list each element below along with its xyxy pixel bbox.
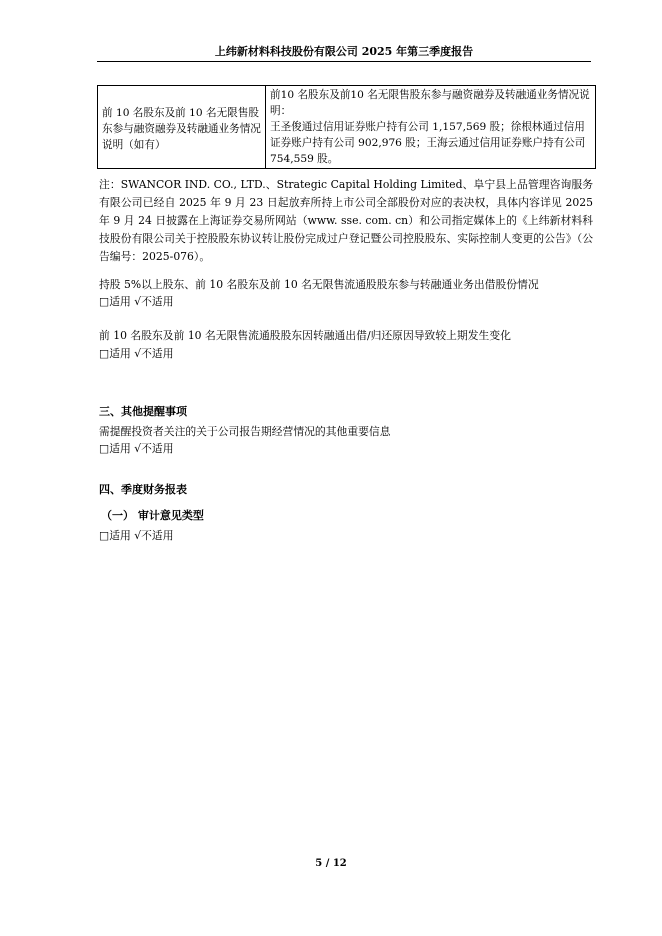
- lending-title: 持股 5%以上股东、前 10 名股东及前 10 名无限售流通股股东参与转融通业务出借股份情况: [99, 278, 539, 291]
- section-4-subheading: （一） 审计意见类型: [101, 509, 204, 522]
- page-number: 5 / 12: [315, 858, 347, 869]
- change-status: □适用 √不适用: [99, 347, 174, 360]
- content-intro: 前10 名股东及前10 名无限售股东参与融资融券及转融通业务情况说明：: [270, 89, 590, 117]
- section-3-heading: 三、其他提醒事项: [99, 405, 187, 418]
- section-4-heading: 四、季度财务报表: [99, 483, 187, 496]
- report-header: 上纬新材料科技股份有限公司 2025 年第三季度报告: [214, 45, 474, 58]
- table-content-cell: [266, 86, 596, 169]
- section-4-status: □适用 √不适用: [99, 529, 174, 542]
- shareholder-margin-table: [97, 85, 596, 169]
- change-title: 前 10 名股东及前 10 名无限售流通股股东因转融通出借/归还原因导致较上期发生变化: [99, 329, 511, 342]
- section-3-text: 需提醒投资者关注的关于公司报告期经营情况的其他重要信息: [99, 425, 391, 438]
- lending-status: □适用 √不适用: [99, 295, 174, 308]
- content-detail: 王圣俊通过信用证券账户持有公司 1,157,569 股；徐根林通过信用证券账户持有公司 902,976 股；王海云通过信用证券账户持有公司 754,559 股。: [270, 121, 586, 165]
- table-label-cell: 前 10 名股东及前 10 名无限售股东参与融资融券及转融通业务情况说明（如有）: [98, 86, 266, 169]
- header-divider: [97, 61, 591, 62]
- section-3-status: □适用 √不适用: [99, 442, 174, 455]
- table-note: 注：SWANCOR IND. CO., LTD.、Strategic Capital Holding Limited、阜宁县上品管理咨询服务有限公司已经自 2025 年 9 月 23 日起放弃所持上市公司全部股份对应的表决权，具体内容详见 2025 年 9 月 24 日披露在上海证券交易所网站（www. sse. com. cn）和公司指定媒体上的《上纬新材料科技股份有限公司关于控股股东协议转让股份完成过户登记暨公司控股股东、实际控制人变更的公告》（公告编号：2025-076）。: [99, 178, 593, 263]
- table-row: [98, 86, 596, 169]
